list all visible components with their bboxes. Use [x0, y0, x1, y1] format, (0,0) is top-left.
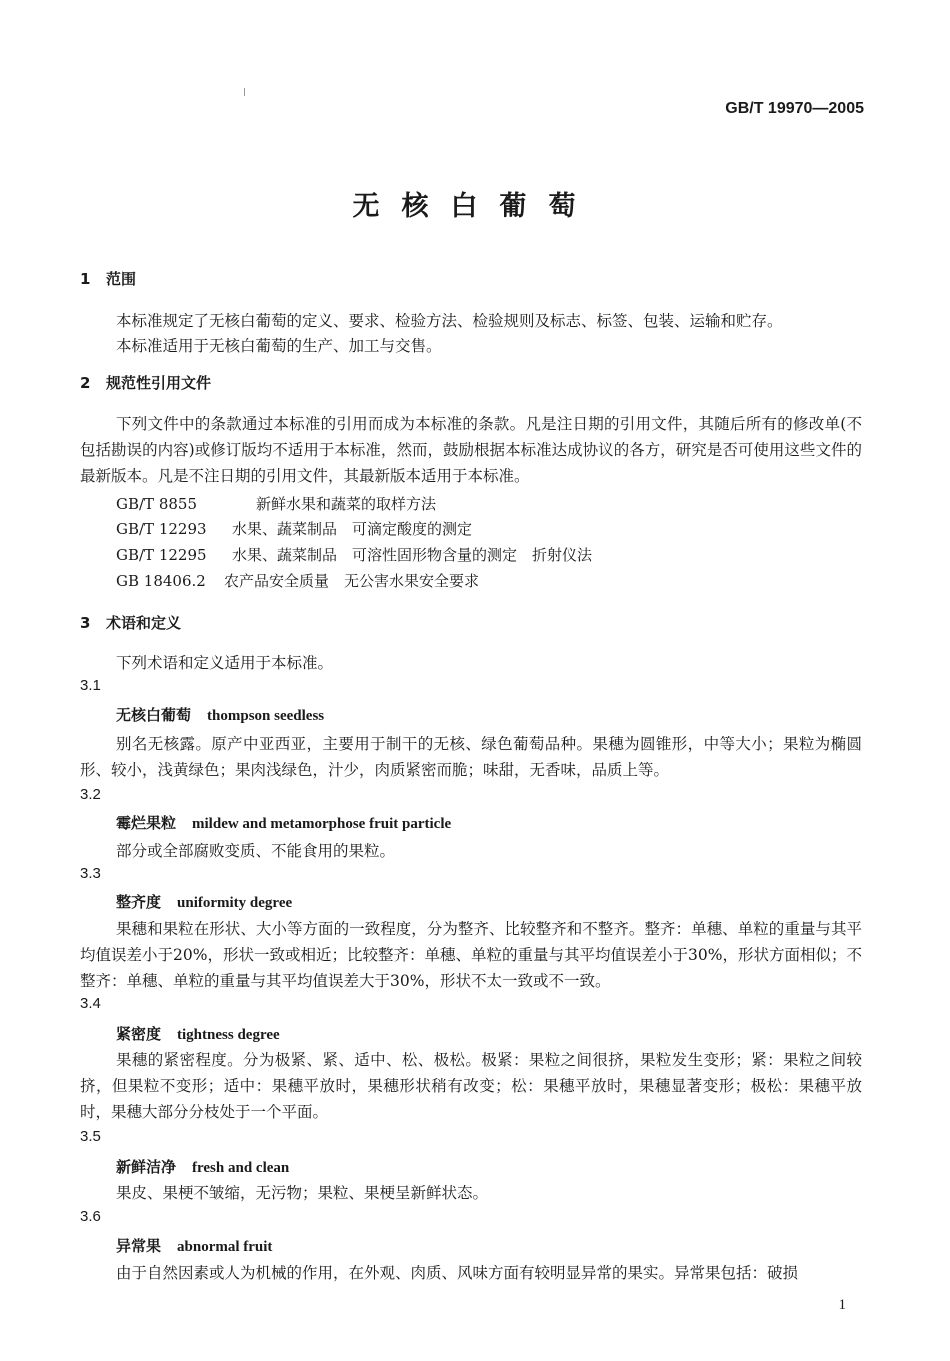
- section-number: 3: [80, 614, 91, 632]
- term-zh: 紧密度: [116, 1025, 162, 1043]
- section-title: 范围: [106, 270, 137, 288]
- section-number: 2: [80, 374, 91, 392]
- term-heading: [116, 1235, 272, 1256]
- term-definition: 果穗的紧密程度。分为极紧、紧、适中、松、极松。极紧：果粒之间很挤，果粒发生变形；紧：果粒之间较挤，但果粒不变形；适中：果穗平放时，果穗形状稍有改变；松：果穗平放时，果穗显著变形；极松：果穗平放时，果穗大部分分枝处于一个平面。: [80, 1051, 862, 1121]
- term-zh: 异常果: [116, 1237, 162, 1255]
- section-title: 术语和定义: [106, 614, 182, 632]
- reference-item: [116, 570, 479, 591]
- term-definition: 由于自然因素或人为机械的作用，在外观、肉质、风味方面有较明显异常的果实。异常果包括：破损: [116, 1264, 799, 1282]
- term-heading: [116, 812, 451, 833]
- term-en: uniformity degree: [177, 895, 293, 911]
- term-definition: 别名无核露。原产中亚西亚，主要用于制干的无核、绿色葡萄品种。果穗为圆锥形，中等大小；果粒为椭圆形、较小，浅黄绿色；果肉浅绿色，汁少，肉质紧密而脆；味甜，无香味，品质上等。: [80, 735, 862, 779]
- section-1-heading: [80, 268, 136, 289]
- term-definition: 果皮、果梗不皱缩，无污物；果粒、果梗呈新鲜状态。: [116, 1184, 489, 1202]
- term-zh: 整齐度: [116, 893, 162, 911]
- term-en: thompson seedless: [207, 708, 325, 724]
- term-en: tightness degree: [177, 1027, 280, 1043]
- reference-item: [116, 493, 436, 514]
- term-number: 3.3: [80, 865, 101, 882]
- reference-item: [116, 518, 472, 539]
- scope-paragraph-1: 本标准规定了无核白葡萄的定义、要求、检验方法、检验规则及标志、标签、包装、运输和贮存。: [116, 312, 783, 330]
- reference-code: GB/T 8855: [116, 495, 198, 513]
- scope-paragraph-2: 本标准适用于无核白葡萄的生产、加工与交售。: [116, 337, 442, 355]
- term-number: 3.1: [80, 677, 101, 694]
- term-number: 3.6: [80, 1208, 101, 1225]
- section-3-heading: [80, 612, 181, 633]
- term-en: abnormal fruit: [177, 1239, 273, 1255]
- term-number: 3.5: [80, 1128, 101, 1145]
- reference-code: GB/T 12293: [116, 520, 207, 538]
- term-heading: [116, 1156, 289, 1177]
- term-en: mildew and metamorphose fruit particle: [192, 816, 452, 832]
- term-zh: 新鲜洁净: [116, 1158, 177, 1176]
- reference-title: 水果、蔬菜制品 可滴定酸度的测定: [232, 520, 473, 538]
- document-title: 无核白葡萄: [352, 191, 598, 222]
- terms-intro: 下列术语和定义适用于本标准。: [116, 654, 334, 672]
- section-title: 规范性引用文件: [106, 374, 212, 392]
- section-number: 1: [80, 270, 91, 288]
- reference-code: GB 18406.2: [116, 572, 206, 590]
- page-number: 1: [838, 1297, 846, 1313]
- section-2-heading: [80, 372, 211, 393]
- reference-title: 农产品安全质量 无公害水果安全要求: [224, 572, 480, 590]
- term-en: fresh and clean: [192, 1160, 290, 1176]
- term-zh: 霉烂果粒: [116, 814, 177, 832]
- reference-item: [116, 544, 592, 565]
- reference-code: GB/T 12295: [116, 546, 207, 564]
- term-heading: [116, 704, 324, 725]
- scan-mark: [244, 88, 245, 96]
- term-heading: [116, 1023, 280, 1044]
- term-number: 3.4: [80, 995, 101, 1012]
- reference-title: 新鲜水果和蔬菜的取样方法: [256, 495, 437, 513]
- reference-title: 水果、蔬菜制品 可溶性固形物含量的测定 折射仪法: [232, 546, 593, 564]
- term-definition: 果穗和果粒在形状、大小等方面的一致程度，分为整齐、比较整齐和不整齐。整齐：单穗、单粒的重量与其平均值误差小于20%，形状一致或相近；比较整齐：单穗、单粒的重量与其平均值误差小于30%，形状方面相似；不整齐：单穗、单粒的重量与其平均值误差大于30%，形状不太一致或不一致。: [80, 920, 862, 990]
- standard-number: GB/T 19970—2005: [725, 100, 864, 117]
- term-number: 3.2: [80, 786, 101, 803]
- term-definition: 部分或全部腐败变质、不能食用的果粒。: [116, 842, 396, 860]
- term-heading: [116, 891, 292, 912]
- term-zh: 无核白葡萄: [116, 706, 192, 724]
- references-intro: 下列文件中的条款通过本标准的引用而成为本标准的条款。凡是注日期的引用文件，其随后所有的修改单(不包括勘误的内容)或修订版均不适用于本标准，然而，鼓励根据本标准达成协议的各方，研究是否可使用这些文件的最新版本。凡是不注日期的引用文件，其最新版本适用于本标准。: [80, 415, 862, 485]
